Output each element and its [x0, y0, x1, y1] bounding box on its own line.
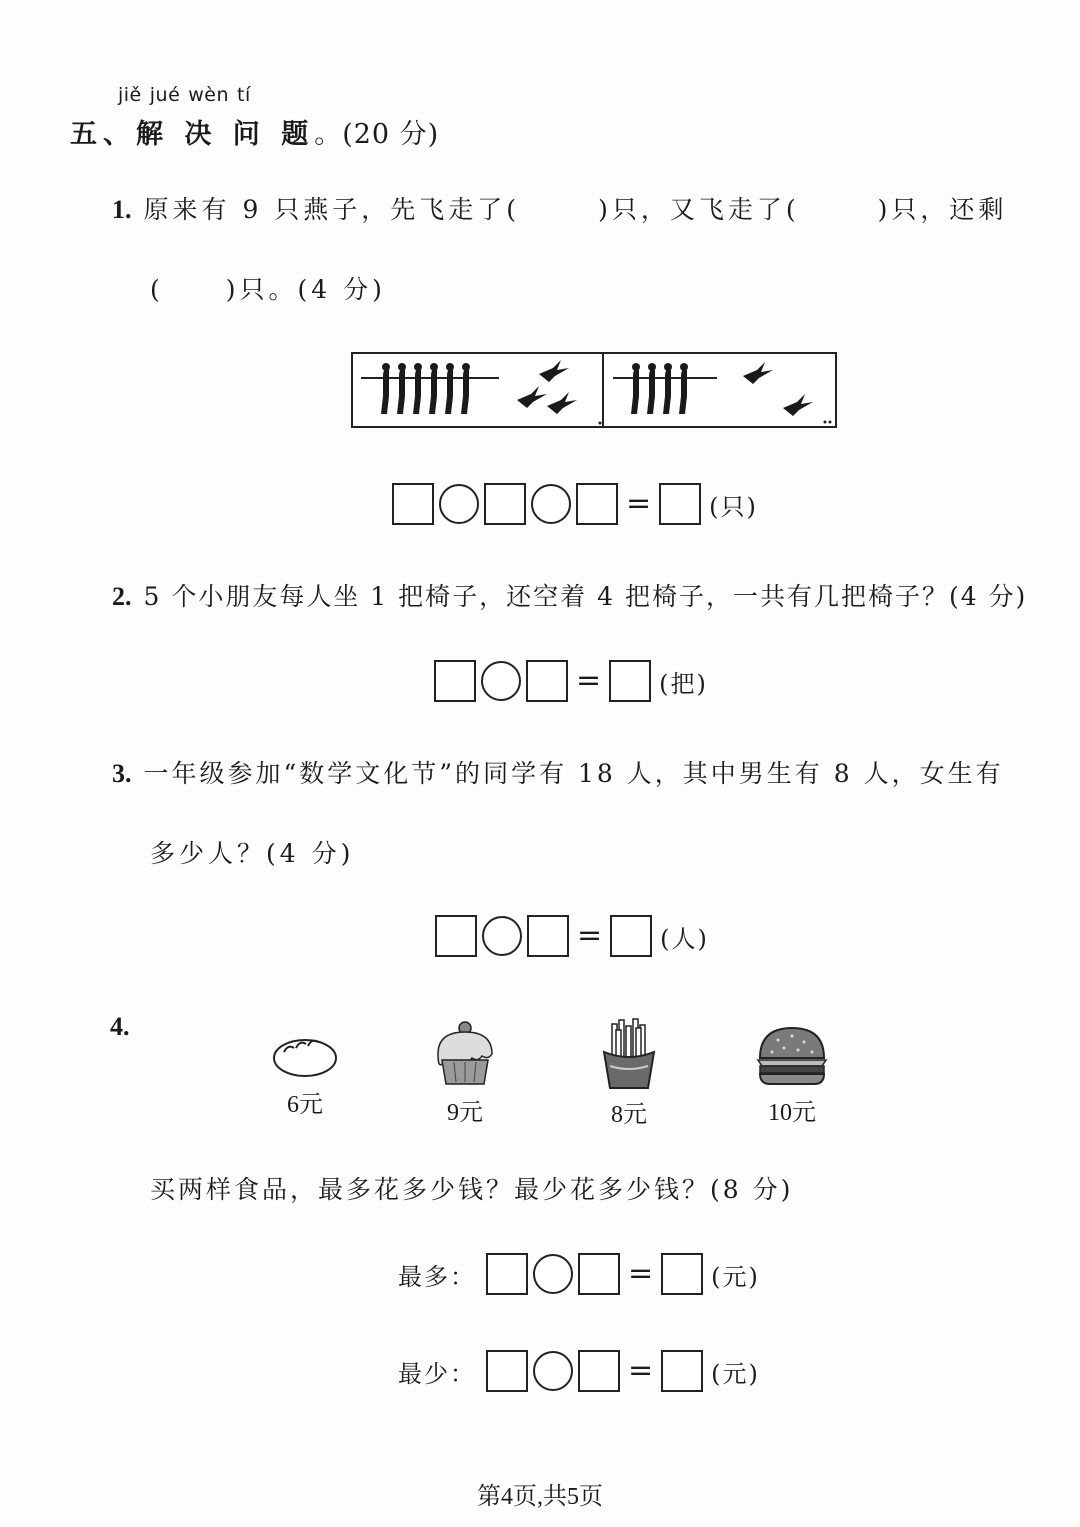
- question-number: 4.: [110, 1012, 130, 1041]
- result-box[interactable]: [659, 483, 701, 525]
- equals-sign: =: [628, 1353, 654, 1388]
- answer-box[interactable]: [578, 1350, 620, 1392]
- answer-box[interactable]: [578, 1253, 620, 1295]
- unit-label: (人): [660, 924, 709, 953]
- answer-box[interactable]: [435, 915, 477, 957]
- page-footer: 第4页,共5页: [477, 1484, 603, 1510]
- answer-box[interactable]: [392, 483, 434, 525]
- answer-box[interactable]: [576, 483, 618, 525]
- result-box[interactable]: [661, 1253, 703, 1295]
- food-item-burger: [737, 1024, 847, 1127]
- question-1-line-2: [150, 270, 386, 306]
- answer-box[interactable]: [527, 915, 569, 957]
- section-pinyin: [118, 84, 259, 106]
- result-box[interactable]: [661, 1350, 703, 1392]
- section-score: 。(20 分): [314, 119, 440, 150]
- food-price: 8元: [611, 1102, 647, 1128]
- operator-circle[interactable]: [481, 661, 521, 701]
- unit-label: (元): [711, 1359, 760, 1388]
- pinyin-syllable: jiě: [118, 84, 142, 106]
- answer-box[interactable]: [486, 1253, 528, 1295]
- unit-label: (把): [659, 669, 708, 698]
- equals-sign: =: [628, 1256, 654, 1291]
- pinyin-syllable: wèn: [188, 84, 230, 106]
- equation-q1: [390, 483, 758, 525]
- cake-icon: [430, 1018, 500, 1088]
- operator-circle[interactable]: [439, 484, 479, 524]
- equals-sign: =: [626, 486, 652, 521]
- pinyin-syllable: tí: [237, 84, 251, 106]
- answer-box[interactable]: [486, 1350, 528, 1392]
- equation-q4-most: [398, 1253, 760, 1295]
- result-box[interactable]: [609, 660, 651, 702]
- burger-icon: [754, 1024, 830, 1088]
- fries-icon: [594, 1016, 664, 1090]
- question-text: 5 个小朋友每人坐 1 把椅子，还空着 4 把椅子，一共有几把椅子？(4 分): [143, 582, 1028, 611]
- food-price: 6元: [287, 1092, 323, 1118]
- question-4-text: [150, 1170, 793, 1206]
- question-number: 3.: [112, 759, 132, 788]
- question-3-line-1: [112, 754, 1004, 790]
- answer-box[interactable]: [484, 483, 526, 525]
- question-text: (: [150, 275, 164, 304]
- section-title-text: 五、解 决 问 题: [70, 119, 315, 150]
- bread-icon: [270, 1030, 340, 1080]
- question-4-number: [110, 1012, 142, 1042]
- unit-label: (只): [709, 492, 758, 521]
- question-1-line-1: [112, 190, 1007, 226]
- food-price: 9元: [447, 1100, 483, 1126]
- question-2: [112, 577, 1027, 613]
- equation-label: 最多：: [398, 1262, 476, 1291]
- food-item-bread: [250, 1030, 360, 1119]
- food-item-cake: [410, 1018, 520, 1127]
- answer-box[interactable]: [526, 660, 568, 702]
- equation-q2: [432, 660, 708, 702]
- unit-label: (元): [711, 1262, 760, 1291]
- question-text: )只，还剩: [877, 195, 1008, 224]
- swallows-picture: [351, 352, 839, 434]
- question-text: )只。(4 分): [225, 275, 386, 304]
- result-box[interactable]: [610, 915, 652, 957]
- operator-circle[interactable]: [482, 916, 522, 956]
- swallows-illustration: [351, 352, 839, 430]
- section-title: [70, 112, 439, 151]
- equation-q4-least: [398, 1350, 760, 1392]
- question-3-line-2: [150, 834, 354, 870]
- equation-label: 最少：: [398, 1359, 476, 1388]
- question-text: )只，又飞走了(: [598, 195, 800, 224]
- pinyin-syllable: jué: [149, 84, 181, 106]
- operator-circle[interactable]: [531, 484, 571, 524]
- equation-q3: [433, 915, 709, 957]
- equals-sign: =: [577, 918, 603, 953]
- question-text: 一年级参加“数学文化节”的同学有 18 人，其中男生有 8 人，女生有: [143, 759, 1004, 788]
- operator-circle[interactable]: [533, 1254, 573, 1294]
- equals-sign: =: [576, 663, 602, 698]
- food-price: 10元: [768, 1100, 816, 1126]
- question-text: 原来有 9 只燕子，先飞走了(: [143, 195, 521, 224]
- answer-box[interactable]: [434, 660, 476, 702]
- food-item-fries: [574, 1016, 684, 1129]
- operator-circle[interactable]: [533, 1351, 573, 1391]
- question-text: 多少人？(4 分): [150, 839, 355, 868]
- question-number: 2.: [112, 582, 132, 611]
- question-number: 1.: [112, 195, 132, 224]
- question-text: 买两样食品，最多花多少钱？最少花多少钱？(8 分): [150, 1175, 794, 1204]
